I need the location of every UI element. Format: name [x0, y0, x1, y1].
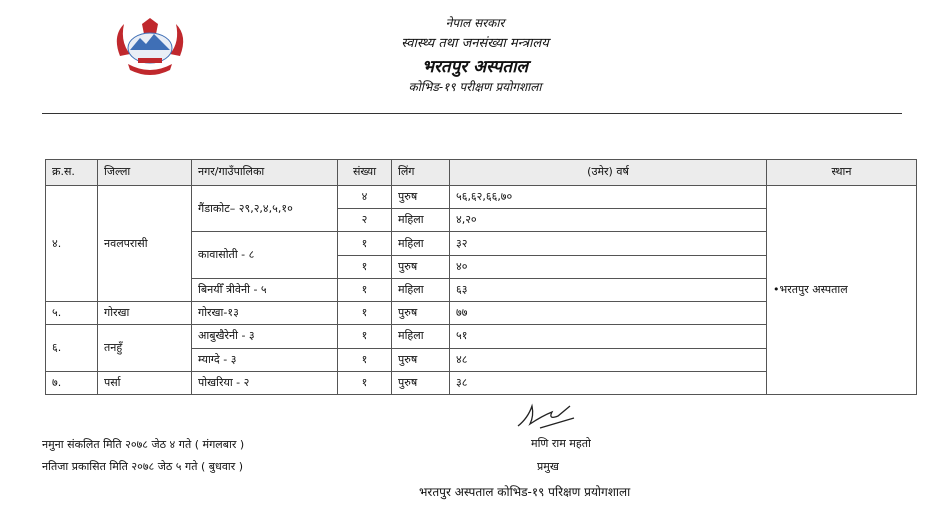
cell-age: ६३ [450, 278, 767, 301]
cell-municipality: बिनयीँ त्रीवेनी - ५ [192, 278, 338, 301]
cell-gender: पुरुष [392, 186, 450, 209]
cell-age: ४,२० [450, 209, 767, 232]
signature-icon [512, 398, 578, 432]
cell-sn: ४. [46, 186, 98, 302]
cell-count: १ [338, 371, 392, 394]
cell-municipality: गैंडाकोट– २९,२,४,५,१० [192, 186, 338, 232]
cell-age: ४८ [450, 348, 767, 371]
cell-count: १ [338, 348, 392, 371]
cell-count: १ [338, 278, 392, 301]
cell-gender: महिला [392, 232, 450, 255]
cell-age: ५६,६२,६६,७० [450, 186, 767, 209]
lab-name: भरतपुर अस्पताल कोभिड-१९ परिक्षण प्रयोगशाला [419, 485, 631, 499]
header-lab: कोभिड-१९ परीक्षण प्रयोगशाला [408, 80, 542, 94]
cell-district: नवलपरासी [98, 186, 192, 302]
cell-count: १ [338, 255, 392, 278]
cell-gender: पुरुष [392, 371, 450, 394]
cell-municipality: आबुखैरेनी - ३ [192, 325, 338, 348]
cell-count: २ [338, 209, 392, 232]
cell-place: •भरतपुर अस्पताल [767, 186, 917, 395]
col-header-count: संख्या [338, 160, 392, 186]
cell-gender: महिला [392, 209, 450, 232]
header-government: नेपाल सरकार [445, 16, 505, 30]
cell-district: तनहुँ [98, 325, 192, 371]
cell-gender: पुरुष [392, 348, 450, 371]
header-hospital-title: भरतपुर अस्पताल [422, 57, 528, 77]
col-header-gender: लिंग [392, 160, 450, 186]
signer-title: प्रमुख [537, 460, 559, 473]
cell-municipality: गोरखा-१३ [192, 302, 338, 325]
col-header-sn: क्र.स. [46, 160, 98, 186]
cell-district: गोरखा [98, 302, 192, 325]
sample-date: नमुना संकलित मिति २०७८ जेठ ४ गते ( मंगलबार ) [42, 438, 245, 451]
cell-age: ४० [450, 255, 767, 278]
col-header-place: स्थान [767, 160, 917, 186]
cell-municipality: कावासोती - ८ [192, 232, 338, 278]
cell-count: १ [338, 325, 392, 348]
cell-age: ३८ [450, 371, 767, 394]
cell-municipality: पोखरिया - २ [192, 371, 338, 394]
col-header-district: जिल्ला [98, 160, 192, 186]
cell-age: ३२ [450, 232, 767, 255]
cell-district: पर्सा [98, 371, 192, 394]
cell-gender: महिला [392, 325, 450, 348]
signer-name: मणि राम महतो [531, 437, 591, 450]
cell-sn: ५. [46, 302, 98, 325]
result-date: नतिजा प्रकासित मिति २०७८ जेठ ५ गते ( बुधवार ) [42, 460, 244, 473]
cell-gender: महिला [392, 278, 450, 301]
cell-count: ४ [338, 186, 392, 209]
cell-gender: पुरुष [392, 302, 450, 325]
cell-municipality: म्याग्दे - ३ [192, 348, 338, 371]
government-emblem-icon [108, 12, 192, 82]
cell-count: १ [338, 232, 392, 255]
header-divider [42, 113, 902, 114]
cell-gender: पुरुष [392, 255, 450, 278]
results-table [45, 159, 917, 395]
cell-sn: ६. [46, 325, 98, 371]
table-row [46, 186, 917, 209]
col-header-age: (उमेर) वर्ष [450, 160, 767, 186]
header-ministry: स्वास्थ्य तथा जनसंख्या मन्त्रालय [401, 36, 549, 51]
cell-age: ७७ [450, 302, 767, 325]
cell-age: ५१ [450, 325, 767, 348]
table-header-row [46, 160, 917, 186]
cell-sn: ७. [46, 371, 98, 394]
cell-count: १ [338, 302, 392, 325]
col-header-municipality: नगर/गाउँपालिका [192, 160, 338, 186]
